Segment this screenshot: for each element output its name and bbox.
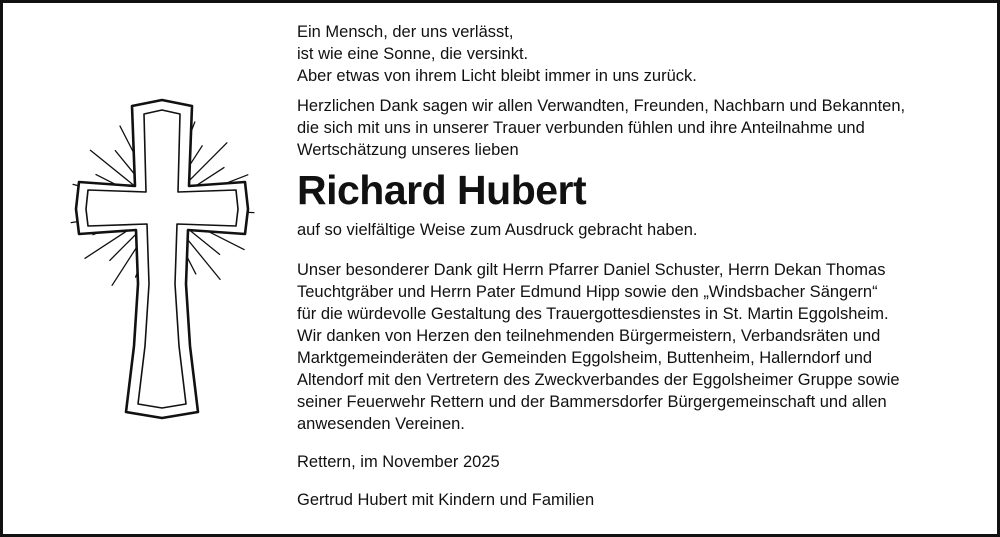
special-thanks-line: für die würdevolle Gestaltung des Trauergottesdienstes in St. Martin Eggolsheim. <box>297 305 889 323</box>
thanks-line: Herzlichen Dank sagen wir allen Verwandten, Freunden, Nachbarn und Bekannten, <box>297 97 906 115</box>
expression-line: auf so vielfältige Weise zum Ausdruck gebracht haben. <box>297 221 698 239</box>
verse-line: Ein Mensch, der uns verlässt, <box>297 23 514 41</box>
special-thanks-line: anwesenden Vereinen. <box>297 415 465 433</box>
signature: Gertrud Hubert mit Kindern und Familien <box>297 491 595 509</box>
verse-line: ist wie eine Sonne, die versinkt. <box>297 45 529 63</box>
special-thanks-line: Wir danken von Herzen den teilnehmenden Bürgermeistern, Verbandsräten und <box>297 327 881 345</box>
special-thanks-line: Marktgemeinderäten der Gemeinden Eggolsheim, Buttenheim, Hallerndorf und <box>297 349 873 367</box>
thanks-paragraph <box>297 95 987 161</box>
special-thanks-line: Unser besonderer Dank gilt Herrn Pfarrer Daniel Schuster, Herrn Dekan Thomas <box>297 261 886 279</box>
deceased-name: Richard Hubert <box>297 167 587 213</box>
thanks-line: Wertschätzung unseres lieben <box>297 141 519 159</box>
notice-text <box>297 21 987 511</box>
verse-line: Aber etwas von ihrem Licht bleibt immer in uns zurück. <box>297 67 697 85</box>
special-thanks-line: Teuchtgräber und Herrn Pater Edmund Hipp sowie den „Windsbacher Sängern“ <box>297 283 878 301</box>
thanks-line: die sich mit uns in unserer Trauer verbunden fühlen und ihre Anteilnahme und <box>297 119 865 137</box>
special-thanks-line: Altendorf mit den Vertretern des Zweckverbandes der Eggolsheimer Gruppe sowie <box>297 371 900 389</box>
radiant-cross-icon <box>62 84 262 446</box>
verse <box>297 21 987 87</box>
place-date: Rettern, im November 2025 <box>297 453 500 471</box>
special-thanks-paragraph <box>297 259 987 435</box>
special-thanks-line: seiner Feuerwehr Rettern und der Bammersdorfer Bürgergemeinschaft und allen <box>297 393 887 411</box>
